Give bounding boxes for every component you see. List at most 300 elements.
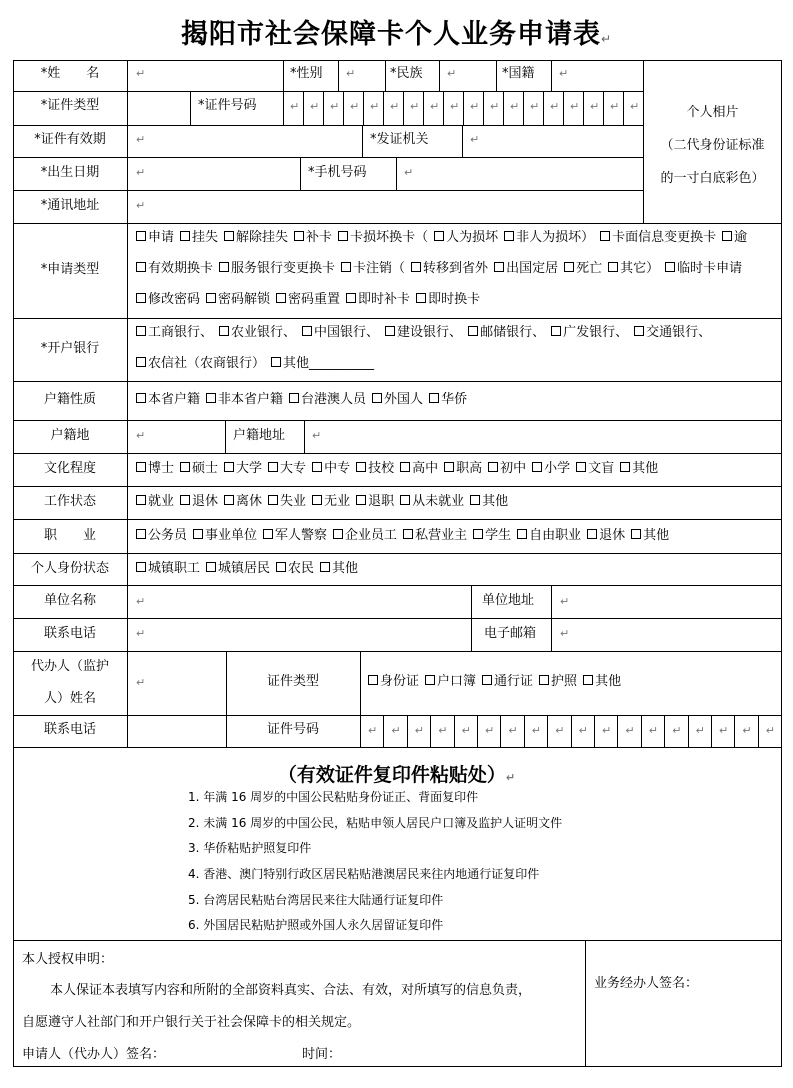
- paste-item: 6. 外国居民粘贴护照或外国人永久居留证复印件: [188, 918, 444, 933]
- checkbox-option[interactable]: 卡注销（: [341, 261, 405, 276]
- checkbox-icon[interactable]: [302, 326, 312, 336]
- checkbox-icon[interactable]: [504, 231, 514, 241]
- label-agent-id-type: 证件类型: [266, 674, 319, 689]
- checkbox-icon[interactable]: [346, 293, 356, 303]
- checkbox-icon[interactable]: [722, 231, 732, 241]
- checkbox-icon[interactable]: [312, 462, 322, 472]
- checkbox-icon[interactable]: [219, 326, 229, 336]
- checkbox-icon[interactable]: [470, 495, 480, 505]
- grid-line: [283, 91, 284, 126]
- occupation-options: [136, 529, 675, 542]
- grid-line: [551, 585, 552, 652]
- checkbox-option[interactable]: 挂失: [180, 230, 218, 245]
- agent-id-digit-input[interactable]: ↵: [625, 724, 635, 737]
- checkbox-icon[interactable]: [551, 326, 561, 336]
- id-digit-input[interactable]: ↵: [350, 100, 360, 113]
- checkbox-option[interactable]: 外国人: [372, 392, 423, 407]
- time-label: 时间：: [302, 1047, 342, 1062]
- checkbox-icon[interactable]: [425, 675, 435, 685]
- checkbox-icon[interactable]: [180, 231, 190, 241]
- grid-line: [423, 91, 424, 126]
- grid-line: [430, 715, 431, 748]
- checkbox-option[interactable]: 学生: [473, 528, 511, 543]
- checkbox-icon[interactable]: [268, 462, 278, 472]
- checkbox-icon[interactable]: [224, 495, 234, 505]
- agent-id-digit-input[interactable]: ↵: [695, 724, 705, 737]
- checkbox-icon[interactable]: [136, 326, 146, 336]
- name-input[interactable]: ↵: [136, 67, 146, 80]
- checkbox-icon[interactable]: [631, 529, 641, 539]
- grid-line: [664, 715, 665, 748]
- grid-line: [781, 60, 782, 1067]
- checkbox-icon[interactable]: [320, 562, 330, 572]
- education-options: [136, 462, 664, 475]
- employer-input[interactable]: ↵: [136, 595, 146, 608]
- checkbox-option[interactable]: 临时卡申请: [665, 261, 742, 276]
- checkbox-option[interactable]: 失业: [268, 494, 306, 509]
- checkbox-option[interactable]: 交通银行、: [634, 325, 711, 340]
- checkbox-option[interactable]: 广发银行、: [551, 325, 628, 340]
- grid-line: [13, 715, 782, 716]
- paste-item: 2. 未满 16 周岁的中国公民，粘贴申领人居民户口簿及监护人证明文件: [188, 815, 563, 830]
- checkbox-icon[interactable]: [429, 393, 439, 403]
- checkbox-icon[interactable]: [634, 326, 644, 336]
- checkbox-icon[interactable]: [539, 675, 549, 685]
- checkbox-icon[interactable]: [587, 529, 597, 539]
- checkbox-option[interactable]: 出国定居: [494, 261, 558, 276]
- checkbox-icon[interactable]: [276, 293, 286, 303]
- checkbox-option[interactable]: 申请: [136, 230, 174, 245]
- checkbox-icon[interactable]: [276, 562, 286, 572]
- checkbox-option[interactable]: 大专: [268, 461, 306, 476]
- checkbox-option[interactable]: 城镇职工: [136, 561, 200, 576]
- photo-box[interactable]: [644, 96, 781, 195]
- grid-line: [688, 715, 689, 748]
- checkbox-option[interactable]: 转移到省外: [411, 261, 488, 276]
- agent-id-digit-input[interactable]: ↵: [461, 724, 471, 737]
- checkbox-option[interactable]: 逾: [722, 230, 747, 245]
- checkbox-icon[interactable]: [136, 495, 146, 505]
- checkbox-icon[interactable]: [180, 495, 190, 505]
- checkbox-icon[interactable]: [224, 231, 234, 241]
- checkbox-option[interactable]: 台港澳人员: [289, 392, 366, 407]
- checkbox-icon[interactable]: [385, 326, 395, 336]
- checkbox-icon[interactable]: [136, 293, 146, 303]
- grid-line: [471, 585, 472, 652]
- label-hukou-place: 户籍地: [50, 428, 90, 443]
- checkbox-icon[interactable]: [136, 393, 146, 403]
- checkbox-option[interactable]: 从未就业: [400, 494, 464, 509]
- agent-id-digit-input[interactable]: ↵: [485, 724, 495, 737]
- grid-line: [711, 715, 712, 748]
- checkbox-icon[interactable]: [517, 529, 527, 539]
- grid-line: [360, 651, 361, 748]
- checkbox-icon[interactable]: [219, 262, 229, 272]
- checkbox-option[interactable]: 华侨: [429, 392, 467, 407]
- ethnicity-input[interactable]: ↵: [447, 67, 457, 80]
- checkbox-option[interactable]: 其他: [320, 561, 358, 576]
- photo-spec-1: （二代身份证标准: [660, 138, 765, 153]
- id-digit-input[interactable]: ↵: [590, 100, 600, 113]
- checkbox-icon[interactable]: [403, 529, 413, 539]
- checkbox-option[interactable]: 城镇居民: [206, 561, 270, 576]
- label-address: *通讯地址: [40, 198, 100, 213]
- checkbox-option[interactable]: 硕士: [180, 461, 218, 476]
- id-digit-input[interactable]: ↵: [370, 100, 380, 113]
- agent-id-digit-input[interactable]: ↵: [719, 724, 729, 737]
- checkbox-icon[interactable]: [356, 495, 366, 505]
- photo-spec-2: 的一寸白底彩色）: [660, 171, 765, 186]
- checkbox-option[interactable]: 事业单位: [193, 528, 257, 543]
- checkbox-option[interactable]: 非人为损坏）: [504, 230, 594, 245]
- id-digit-input[interactable]: ↵: [570, 100, 580, 113]
- grid-line: [13, 190, 644, 191]
- phone-input[interactable]: ↵: [136, 627, 146, 640]
- checkbox-icon[interactable]: [564, 262, 574, 272]
- id-digit-input[interactable]: ↵: [550, 100, 560, 113]
- grid-line: [323, 91, 324, 126]
- checkbox-icon[interactable]: [400, 462, 410, 472]
- grid-line: [13, 157, 644, 158]
- hukou-place-input[interactable]: ↵: [136, 429, 146, 442]
- checkbox-option[interactable]: 解除挂失: [224, 230, 288, 245]
- checkbox-icon[interactable]: [224, 462, 234, 472]
- checkbox-icon[interactable]: [136, 562, 146, 572]
- checkbox-option[interactable]: 退职: [356, 494, 394, 509]
- checkbox-icon[interactable]: [468, 326, 478, 336]
- issuing-authority-input[interactable]: ↵: [470, 133, 480, 146]
- checkbox-icon[interactable]: [136, 529, 146, 539]
- agent-id-digit-input[interactable]: ↵: [438, 724, 448, 737]
- checkbox-option[interactable]: 中专: [312, 461, 350, 476]
- checkbox-option[interactable]: 即时换卡: [416, 292, 480, 307]
- agent-id-digit-input[interactable]: ↵: [742, 724, 752, 737]
- paste-item: 5. 台湾居民粘贴台湾居民来往大陆通行证复印件: [188, 892, 444, 907]
- grid-line: [547, 715, 548, 748]
- agent-id-digit-input[interactable]: ↵: [508, 724, 518, 737]
- checkbox-icon[interactable]: [206, 393, 216, 403]
- checkbox-icon[interactable]: [494, 262, 504, 272]
- birth-date-input[interactable]: ↵: [136, 166, 146, 179]
- checkbox-icon[interactable]: [608, 262, 618, 272]
- grid-line: [385, 60, 386, 92]
- grid-line: [563, 91, 564, 126]
- agent-name-input[interactable]: ↵: [136, 676, 146, 689]
- checkbox-option[interactable]: 护照: [539, 674, 577, 689]
- checkbox-option[interactable]: 初中: [488, 461, 526, 476]
- label-gender: *性别: [290, 66, 323, 81]
- checkbox-option[interactable]: 补卡: [294, 230, 332, 245]
- grid-line: [641, 715, 642, 748]
- checkbox-option[interactable]: 身份证: [368, 674, 419, 689]
- paste-area-title: （有效证件复印件粘贴处）↵: [277, 764, 516, 786]
- checkbox-icon[interactable]: [206, 562, 216, 572]
- grid-line: [396, 157, 397, 191]
- checkbox-option[interactable]: 工商银行、: [136, 325, 213, 340]
- applicant-sign-label: 申请人（代办人）签名：: [22, 1047, 166, 1062]
- grid-line: [303, 91, 304, 126]
- checkbox-option[interactable]: 邮储银行、: [468, 325, 545, 340]
- nationality-input[interactable]: ↵: [559, 67, 569, 80]
- checkbox-icon[interactable]: [268, 495, 278, 505]
- id-digit-input[interactable]: ↵: [610, 100, 620, 113]
- grid-line: [551, 60, 552, 92]
- checkbox-icon[interactable]: [333, 529, 343, 539]
- checkbox-option[interactable]: 退休: [587, 528, 625, 543]
- checkbox-option[interactable]: 建设银行、: [385, 325, 462, 340]
- checkbox-option[interactable]: 文盲: [576, 461, 614, 476]
- checkbox-option[interactable]: 农信社（农商银行）: [136, 356, 265, 371]
- grid-line: [13, 223, 782, 224]
- hukou-nature-options: [136, 393, 473, 406]
- checkbox-icon[interactable]: [576, 462, 586, 472]
- agent-id-digit-input[interactable]: ↵: [531, 724, 542, 737]
- grid-line: [603, 91, 604, 126]
- grid-line: [503, 91, 504, 126]
- checkbox-icon[interactable]: [289, 393, 299, 403]
- label-phone: 联系电话: [43, 626, 96, 641]
- checkbox-option[interactable]: 离休: [224, 494, 262, 509]
- checkbox-option[interactable]: 高中: [400, 461, 438, 476]
- grid-line: [524, 715, 525, 748]
- checkbox-icon[interactable]: [434, 231, 444, 241]
- agent-id-digit-input[interactable]: ↵: [578, 724, 588, 737]
- checkbox-icon[interactable]: [600, 231, 610, 241]
- id-digit-input[interactable]: ↵: [450, 100, 460, 113]
- label-id-type: *证件类型: [40, 98, 100, 113]
- checkbox-option[interactable]: 户口簿: [425, 674, 476, 689]
- checkbox-option[interactable]: 密码重置: [276, 292, 340, 307]
- hukou-address-input[interactable]: ↵: [312, 429, 322, 442]
- grid-line: [13, 585, 782, 586]
- checkbox-option[interactable]: 非本省户籍: [206, 392, 283, 407]
- checkbox-icon[interactable]: [312, 495, 322, 505]
- agent-id-digit-input[interactable]: ↵: [672, 724, 682, 737]
- id-digit-input[interactable]: ↵: [530, 100, 540, 113]
- checkbox-icon[interactable]: [136, 357, 146, 367]
- grid-line: [477, 715, 478, 748]
- checkbox-option[interactable]: 就业: [136, 494, 174, 509]
- checkbox-icon[interactable]: [341, 262, 351, 272]
- checkbox-icon[interactable]: [473, 529, 483, 539]
- checkbox-icon[interactable]: [400, 495, 410, 505]
- agent-id-digit-input[interactable]: ↵: [765, 724, 776, 737]
- checkbox-option[interactable]: 农民: [276, 561, 314, 576]
- checkbox-icon[interactable]: [372, 393, 382, 403]
- checkbox-option[interactable]: 服务银行变更换卡: [219, 261, 335, 276]
- gender-input[interactable]: ↵: [346, 67, 356, 80]
- checkbox-option[interactable]: 其他: [631, 528, 669, 543]
- label-apply-type: *申请类型: [40, 262, 100, 277]
- grid-line: [13, 651, 782, 652]
- grid-line: [225, 420, 226, 454]
- checkbox-option[interactable]: 有效期换卡: [136, 261, 213, 276]
- officer-sign-label: 业务经办人签名：: [594, 976, 699, 991]
- grid-line: [13, 747, 782, 748]
- employer-address-input[interactable]: ↵: [560, 595, 570, 608]
- checkbox-option[interactable]: 大学: [224, 461, 262, 476]
- bank-options-1: [136, 326, 717, 339]
- checkbox-option[interactable]: 企业员工: [333, 528, 397, 543]
- apply-type-options-2: [136, 262, 748, 275]
- address-input[interactable]: ↵: [136, 199, 146, 212]
- label-agent-name: 代办人（监护: [30, 659, 109, 674]
- paste-item: 3. 华侨粘贴护照复印件: [188, 841, 312, 856]
- grid-line: [13, 1066, 782, 1067]
- bank-options-2: [136, 357, 380, 370]
- checkbox-option[interactable]: 人为损坏: [434, 230, 498, 245]
- grid-line: [483, 91, 484, 126]
- label-work-status: 工作状态: [43, 494, 96, 509]
- checkbox-option[interactable]: 卡面信息变更换卡: [600, 230, 716, 245]
- checkbox-icon[interactable]: [411, 262, 421, 272]
- checkbox-icon[interactable]: [482, 675, 492, 685]
- photo-label: 个人相片: [686, 105, 739, 120]
- label-employer-address: 单位地址: [482, 593, 535, 608]
- agent-id-digit-input[interactable]: ↵: [368, 724, 378, 737]
- checkbox-icon[interactable]: [263, 529, 273, 539]
- label-email: 电子邮箱: [484, 626, 537, 641]
- checkbox-icon[interactable]: [583, 675, 593, 685]
- checkbox-option[interactable]: 无业: [312, 494, 350, 509]
- checkbox-option[interactable]: 即时补卡: [346, 292, 410, 307]
- label-nationality: *国籍: [502, 66, 535, 81]
- checkbox-option[interactable]: 密码解锁: [206, 292, 270, 307]
- checkbox-icon[interactable]: [368, 675, 378, 685]
- grid-line: [383, 91, 384, 126]
- checkbox-option[interactable]: 其它）: [608, 261, 659, 276]
- checkbox-option[interactable]: 技校: [356, 461, 394, 476]
- checkbox-option[interactable]: 其他__________: [271, 356, 374, 371]
- grid-line: [500, 715, 501, 748]
- grid-line: [283, 60, 284, 92]
- apply-type-options-1: [136, 231, 753, 244]
- checkbox-option[interactable]: 职高: [444, 461, 482, 476]
- work-status-options: [136, 495, 514, 508]
- id-digit-input[interactable]: ↵: [330, 100, 340, 113]
- checkbox-option[interactable]: 其他: [583, 674, 621, 689]
- checkbox-icon[interactable]: [193, 529, 203, 539]
- paste-instructions: [188, 790, 562, 944]
- checkbox-icon[interactable]: [488, 462, 498, 472]
- grid-line: [13, 318, 782, 319]
- checkbox-option[interactable]: 修改密码: [136, 292, 200, 307]
- label-id-number: *证件号码: [198, 98, 257, 113]
- grid-line: [343, 91, 344, 126]
- checkbox-icon[interactable]: [444, 462, 454, 472]
- label-occupation: 职 业: [43, 528, 96, 543]
- id-digit-input[interactable]: ↵: [290, 100, 300, 113]
- grid-line: [543, 91, 544, 126]
- checkbox-option[interactable]: 本省户籍: [136, 392, 200, 407]
- agent-id-digit-input[interactable]: ↵: [414, 724, 425, 737]
- label-agent-id-number: 证件号码: [266, 722, 319, 737]
- grid-line: [623, 91, 624, 126]
- checkbox-icon[interactable]: [620, 462, 630, 472]
- grid-line: [781, 715, 782, 748]
- email-input[interactable]: ↵: [560, 627, 570, 640]
- id-digit-input[interactable]: ↵: [510, 100, 520, 113]
- checkbox-option[interactable]: 自由职业: [517, 528, 581, 543]
- grid-line: [594, 715, 595, 748]
- checkbox-option[interactable]: 农业银行、: [219, 325, 296, 340]
- grid-line: [338, 60, 339, 92]
- checkbox-option[interactable]: 私营业主: [403, 528, 467, 543]
- grid-line: [583, 91, 584, 126]
- mobile-input[interactable]: ↵: [404, 166, 414, 179]
- checkbox-icon[interactable]: [356, 462, 366, 472]
- checkbox-icon[interactable]: [136, 262, 146, 272]
- checkbox-icon[interactable]: [416, 293, 426, 303]
- grid-line: [13, 453, 782, 454]
- agent-id-digit-input[interactable]: ↵: [648, 724, 659, 737]
- grid-line: [190, 91, 191, 126]
- auth-heading: 本人授权申明：: [22, 952, 114, 967]
- form-title: 揭阳市社会保障卡个人业务申请表↵: [180, 19, 613, 50]
- checkbox-option[interactable]: 中国银行、: [302, 325, 379, 340]
- grid-line: [13, 91, 644, 92]
- checkbox-option[interactable]: 博士: [136, 461, 174, 476]
- grid-line: [13, 125, 644, 126]
- checkbox-icon[interactable]: [532, 462, 542, 472]
- id-digit-input[interactable]: ↵: [390, 100, 400, 113]
- grid-line: [363, 91, 364, 126]
- checkbox-option[interactable]: 其他: [470, 494, 508, 509]
- id-validity-input[interactable]: ↵: [136, 133, 146, 146]
- id-digit-input[interactable]: ↵: [310, 100, 320, 113]
- checkbox-icon[interactable]: [338, 231, 348, 241]
- agent-id-digit-input[interactable]: ↵: [555, 724, 565, 737]
- checkbox-icon[interactable]: [271, 357, 281, 367]
- checkbox-option[interactable]: 卡损坏换卡（: [338, 230, 428, 245]
- checkbox-option[interactable]: 其他: [620, 461, 658, 476]
- id-digit-input[interactable]: ↵: [430, 100, 440, 113]
- grid-line: [13, 60, 782, 61]
- grid-line: [13, 420, 782, 421]
- id-digit-input[interactable]: ↵: [470, 100, 480, 113]
- grid-line: [304, 420, 305, 454]
- checkbox-icon[interactable]: [136, 231, 146, 241]
- label-education: 文化程度: [43, 461, 96, 476]
- checkbox-option[interactable]: 公务员: [136, 528, 187, 543]
- checkbox-option[interactable]: 军人警察: [263, 528, 327, 543]
- checkbox-option[interactable]: 退休: [180, 494, 218, 509]
- auth-body-1: 本人保证本表填写内容和所附的全部资料真实、合法、有效，对所填写的信息负责，: [50, 983, 532, 998]
- label-employer: 单位名称: [43, 593, 96, 608]
- id-digit-input[interactable]: ↵: [630, 100, 640, 113]
- checkbox-icon[interactable]: [180, 462, 190, 472]
- checkbox-icon[interactable]: [294, 231, 304, 241]
- grid-line: [383, 715, 384, 748]
- apply-type-options-3: [136, 293, 486, 306]
- agent-id-digit-input[interactable]: ↵: [391, 724, 401, 737]
- id-digit-input[interactable]: ↵: [490, 100, 500, 113]
- checkbox-option[interactable]: 死亡: [564, 261, 602, 276]
- label-mobile: *手机号码: [308, 165, 367, 180]
- grid-line: [407, 715, 408, 748]
- grid-line: [13, 381, 782, 382]
- checkbox-icon[interactable]: [665, 262, 675, 272]
- id-digit-input[interactable]: ↵: [410, 100, 420, 113]
- label-bank: *开户银行: [40, 341, 100, 356]
- checkbox-option[interactable]: 通行证: [482, 674, 533, 689]
- checkbox-option[interactable]: 小学: [532, 461, 570, 476]
- agent-id-digit-input[interactable]: ↵: [602, 724, 612, 737]
- auth-body-2: 自愿遵守人社部门和开户银行关于社会保障卡的相关规定。: [22, 1015, 361, 1030]
- checkbox-icon[interactable]: [206, 293, 216, 303]
- checkbox-icon[interactable]: [136, 462, 146, 472]
- grid-line: [463, 91, 464, 126]
